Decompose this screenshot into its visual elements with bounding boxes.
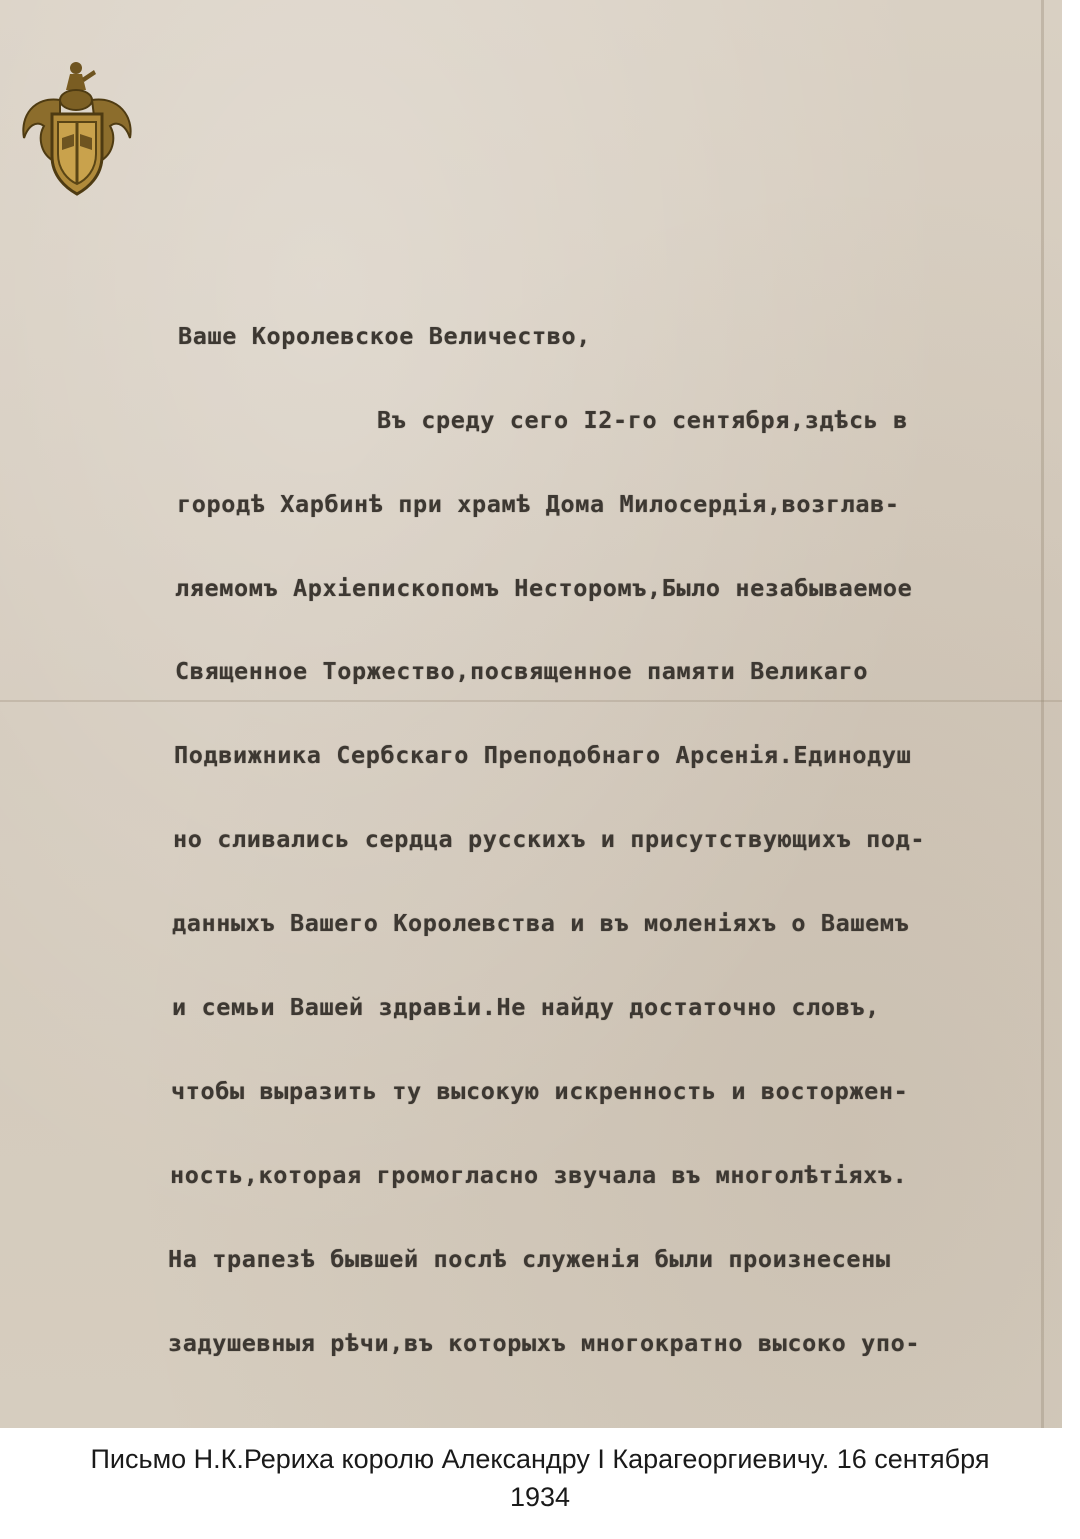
letter-line: чтобы выразить ту высокую искренность и восторжен- — [171, 1077, 909, 1105]
letter-line: ляемомъ Архіепископомъ Несторомъ,Было незабываемое — [175, 574, 913, 602]
letter-line: ность,которая громогласно звучала въ многолѣтіяхъ. — [170, 1161, 908, 1189]
letter-line: задушевныя рѣчи,въ которыхъ многократно высоко упо- — [168, 1329, 921, 1357]
letter-line: Священное Торжество,посвященное памяти Великаго — [175, 657, 869, 685]
letter-line: и семьи Вашей здравіи.Не найду достаточно словъ, — [172, 993, 880, 1021]
letter-line: городѣ Харбинѣ при храмѣ Дома Милосердія,возглав- — [177, 490, 900, 518]
letter-line: но сливались сердца русскихъ и присутствующихъ под- — [173, 825, 926, 853]
letter-line: Въ среду сего I2-го сентября,здѣсь в — [377, 406, 908, 434]
letter-line: данныхъ Вашего Королевства и въ моленіяхъ о Вашемъ — [172, 909, 910, 937]
salutation: Ваше Королевское Величество, — [178, 322, 591, 350]
caption-text: Письмо Н.К.Рериха королю Александру I Карагеоргиевичу. 16 сентября 1934 — [90, 1444, 990, 1512]
letter-line: Подвижника Сербскаго Преподобнаго Арсенія.Единодуш — [174, 741, 912, 769]
image-caption — [0, 1440, 1080, 1530]
letter-line: На трапезѣ бывшей послѣ служенія были произнесены — [168, 1245, 891, 1273]
